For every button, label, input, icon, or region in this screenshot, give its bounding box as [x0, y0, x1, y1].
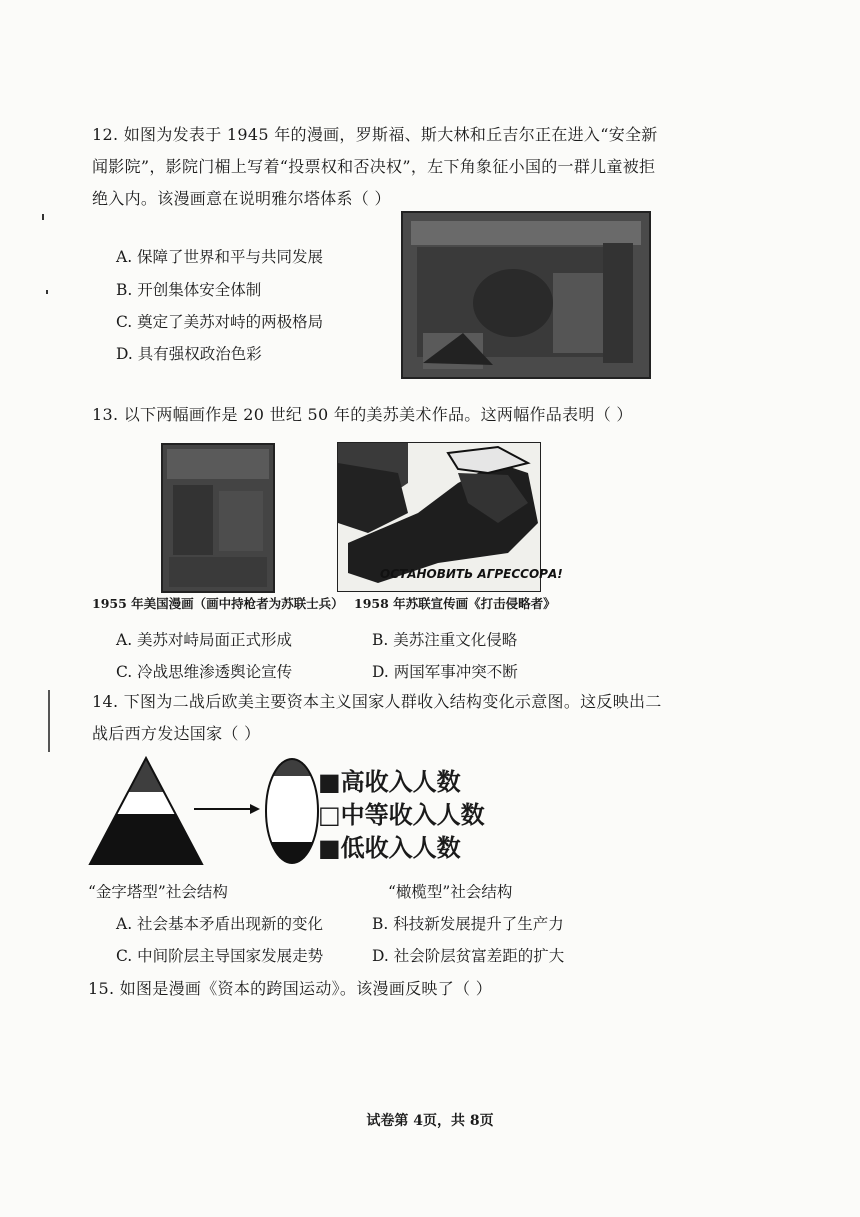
legend-high-income: ■高收入人数 [318, 768, 461, 796]
q14-label-pyramid: “金字塔型”社会结构 [88, 883, 228, 901]
q13-caption-right: 1958 年苏联宣传画《打击侵略者》 [354, 596, 556, 611]
q12-cartoon-image [401, 211, 651, 379]
q14-label-olive: “橄榄型”社会结构 [388, 883, 513, 901]
q14-option-a[interactable]: A. 社会基本矛盾出现新的变化 [116, 915, 324, 933]
olive-shape [260, 756, 320, 868]
q13-us-cartoon-image [161, 443, 275, 593]
q13-option-d[interactable]: D. 两国军事冲突不断 [372, 663, 518, 681]
q13-caption-left: 1955 年美国漫画（画中持枪者为苏联士兵） [92, 596, 344, 611]
q13-line1: 13. 以下两幅画作是 20 世纪 50 年的美苏美术作品。这两幅作品表明（ ） [92, 405, 633, 424]
q12-option-a[interactable]: A. 保障了世界和平与共同发展 [116, 248, 324, 266]
q12-line2: 闻影院”，影院门楣上写着“投票权和否决权”，左下角象征小国的一群儿童被拒 [92, 157, 656, 176]
q12-line3: 绝入内。该漫画意在说明雅尔塔体系（ ） [92, 189, 391, 208]
arrow-head [250, 804, 260, 814]
page-footer: 试卷第 4页，共 8页 [366, 1113, 494, 1129]
q12-option-d[interactable]: D. 具有强权政治色彩 [116, 345, 262, 363]
q13-soviet-poster-image [337, 442, 563, 592]
q15-line1: 15. 如图是漫画《资本的跨国运动》。该漫画反映了（ ） [88, 979, 493, 998]
legend-low-income: ■低收入人数 [318, 834, 461, 862]
scan-mark [46, 290, 48, 294]
legend-middle-income: □中等收入人数 [318, 801, 485, 829]
q14-line2: 战后西方发达国家（ ） [92, 724, 261, 743]
q13-poster-slogan: ОСТАНОВИТЬ АГРЕССОРА! [380, 567, 563, 581]
q14-option-c[interactable]: C. 中间阶层主导国家发展走势 [116, 947, 324, 965]
q13-option-a[interactable]: A. 美苏对峙局面正式形成 [116, 631, 293, 649]
q14-option-b[interactable]: B. 科技新发展提升了生产力 [372, 915, 564, 933]
q13-option-b[interactable]: B. 美苏注重文化侵略 [372, 631, 518, 649]
q13-option-c[interactable]: C. 冷战思维渗透舆论宣传 [116, 663, 293, 681]
pyramid-shape [90, 756, 202, 866]
q14-option-d[interactable]: D. 社会阶层贫富差距的扩大 [372, 947, 565, 965]
q14-line1: 14. 下图为二战后欧美主要资本主义国家人群收入结构变化示意图。这反映出二 [92, 692, 662, 711]
q12-option-c[interactable]: C. 奠定了美苏对峙的两极格局 [116, 313, 324, 331]
q12-line1: 12. 如图为发表于 1945 年的漫画，罗斯福、斯大林和丘吉尔正在进入“安全新 [92, 125, 658, 144]
scan-mark [42, 214, 44, 220]
q12-option-b[interactable]: B. 开创集体安全体制 [116, 281, 262, 299]
scan-mark [48, 690, 50, 752]
q14-income-structure-diagram [90, 756, 320, 868]
